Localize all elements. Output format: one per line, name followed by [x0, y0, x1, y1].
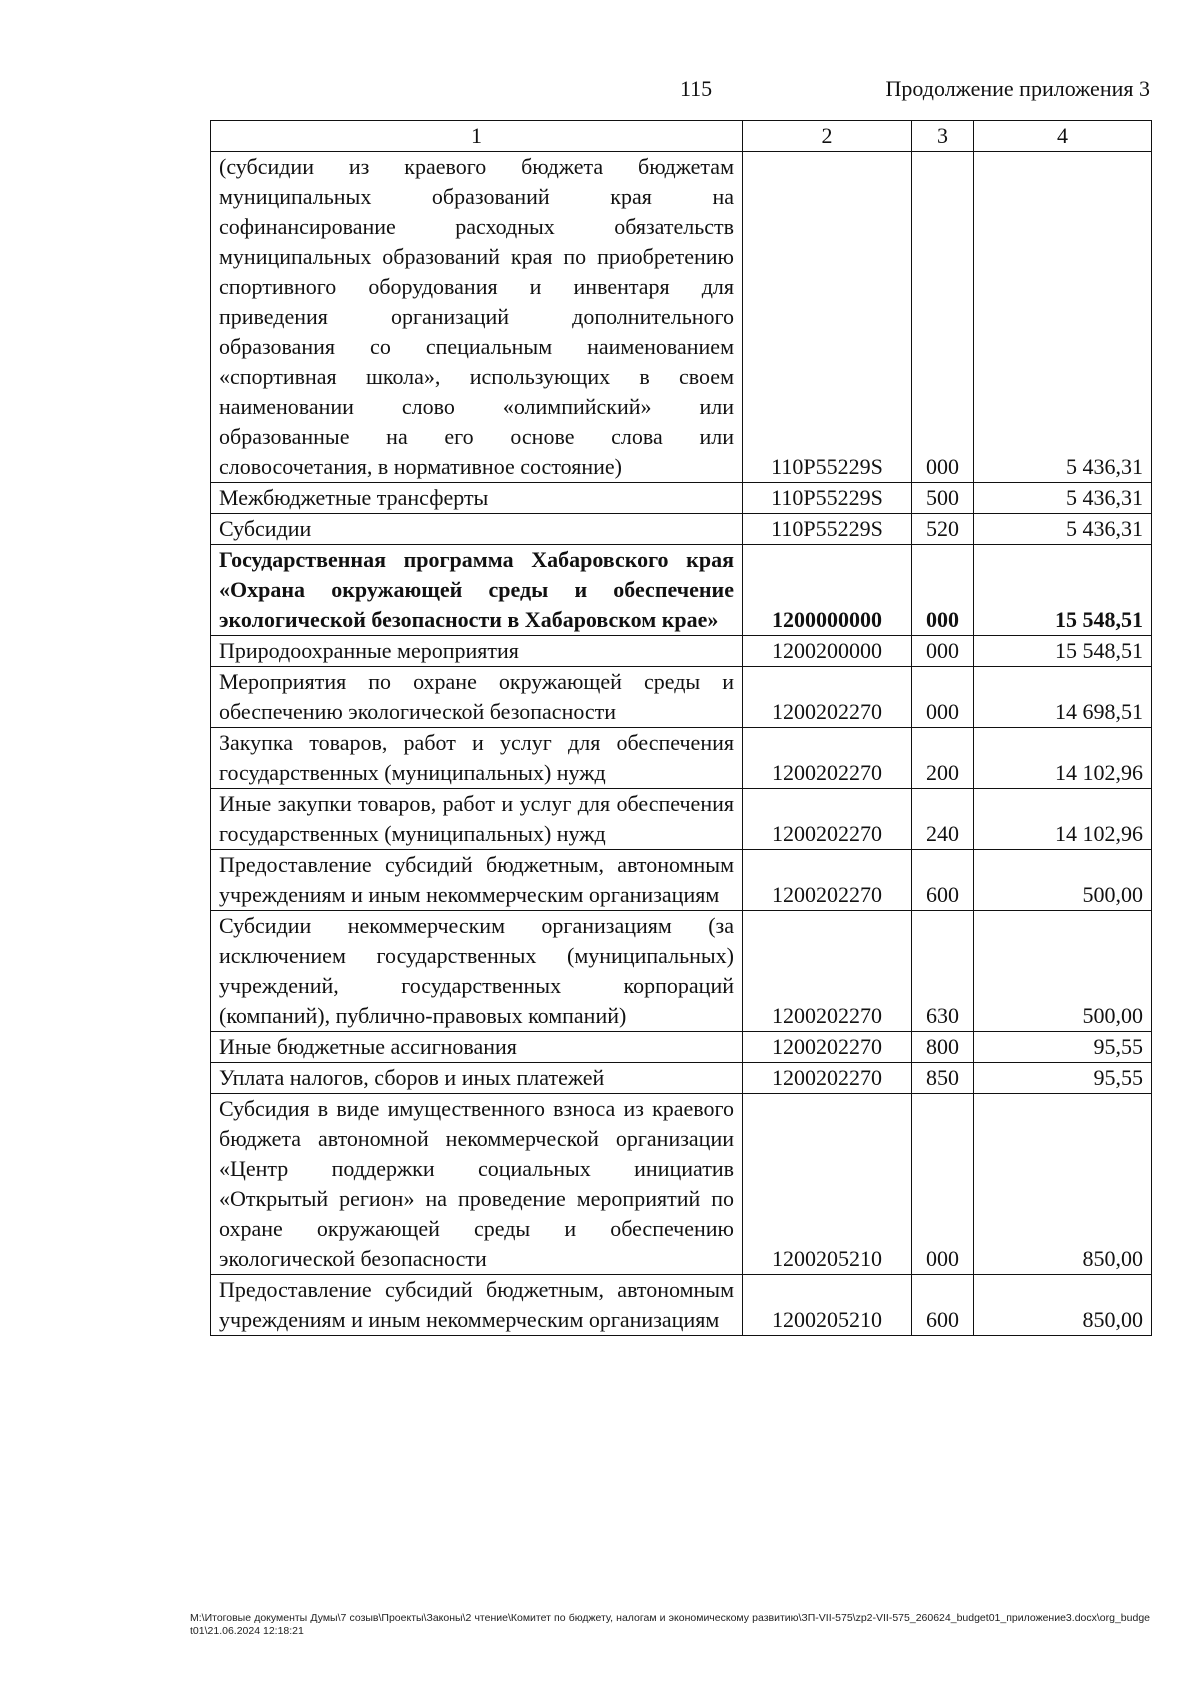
- row-name-cell: Субсидии некоммерческим организациям (за исключением государственных (муниципальных) учреждений, государственных корпораций (компаний), публично-правовых компаний): [211, 911, 743, 1032]
- table-row: [211, 850, 1152, 911]
- budget-table: [210, 120, 1152, 1336]
- row-name-cell: Закупка товаров, работ и услуг для обеспечения государственных (муниципальных) нужд: [211, 728, 743, 789]
- row-sum-cell: 5 436,31: [974, 483, 1152, 514]
- row-code-cell: 1200202270: [743, 1032, 912, 1063]
- table-row: [211, 545, 1152, 636]
- row-code-cell: 1200202270: [743, 667, 912, 728]
- table-row: [211, 152, 1152, 483]
- row-sum-cell: 500,00: [974, 850, 1152, 911]
- column-header-name: 1: [211, 121, 743, 152]
- column-header-sum: 4: [974, 121, 1152, 152]
- table-row: [211, 483, 1152, 514]
- row-name-cell: Предоставление субсидий бюджетным, автономным учреждениям и иным некоммерческим организациям: [211, 850, 743, 911]
- table-row: [211, 667, 1152, 728]
- table-row: [211, 636, 1152, 667]
- row-code-cell: 1200205210: [743, 1275, 912, 1336]
- row-name-cell: Субсидии: [211, 514, 743, 545]
- row-expense-kind-cell: 000: [912, 152, 974, 483]
- row-name-cell: Мероприятия по охране окружающей среды и обеспечению экологической безопасности: [211, 667, 743, 728]
- table-row: [211, 1063, 1152, 1094]
- row-sum-cell: 95,55: [974, 1032, 1152, 1063]
- row-name-cell: Межбюджетные трансферты: [211, 483, 743, 514]
- table-row: [211, 1094, 1152, 1275]
- row-expense-kind-cell: 000: [912, 1094, 974, 1275]
- page-header: [210, 76, 1150, 108]
- row-sum-cell: 14 102,96: [974, 728, 1152, 789]
- row-sum-cell: 5 436,31: [974, 152, 1152, 483]
- row-sum-cell: 850,00: [974, 1275, 1152, 1336]
- row-code-cell: 1200202270: [743, 728, 912, 789]
- column-header-code: 2: [743, 121, 912, 152]
- row-expense-kind-cell: 000: [912, 545, 974, 636]
- row-name-cell: Иные бюджетные ассигнования: [211, 1032, 743, 1063]
- table-row: [211, 789, 1152, 850]
- row-expense-kind-cell: 240: [912, 789, 974, 850]
- row-expense-kind-cell: 850: [912, 1063, 974, 1094]
- row-expense-kind-cell: 600: [912, 850, 974, 911]
- column-header-kind: 3: [912, 121, 974, 152]
- row-sum-cell: 15 548,51: [974, 545, 1152, 636]
- row-code-cell: 110P55229S: [743, 483, 912, 514]
- table-header-row: [211, 121, 1152, 152]
- row-name-cell: (субсидии из краевого бюджета бюджетам муниципальных образований края на софинансирование расходных обязательств муниципальных образований края по приобретению спортивного оборудования и инвентаря для приведения организаций дополнительного образования со специальным наименованием «спортивная школа», использующих в своем наименовании слово «олимпийский» или образованные на его основе слова или словосочетания, в нормативное состояние): [211, 152, 743, 483]
- row-code-cell: 1200000000: [743, 545, 912, 636]
- row-sum-cell: 850,00: [974, 1094, 1152, 1275]
- row-name-cell: Субсидия в виде имущественного взноса из краевого бюджета автономной некоммерческой организации «Центр поддержки социальных инициатив «Открытый регион» на проведение мероприятий по охране окружающей среды и обеспечению экологической безопасности: [211, 1094, 743, 1275]
- row-expense-kind-cell: 000: [912, 667, 974, 728]
- row-code-cell: 110P55229S: [743, 514, 912, 545]
- row-expense-kind-cell: 500: [912, 483, 974, 514]
- row-name-cell: Государственная программа Хабаровского края «Охрана окружающей среды и обеспечение экологической безопасности в Хабаровском крае»: [211, 545, 743, 636]
- row-expense-kind-cell: 630: [912, 911, 974, 1032]
- row-name-cell: Уплата налогов, сборов и иных платежей: [211, 1063, 743, 1094]
- row-code-cell: 110P55229S: [743, 152, 912, 483]
- row-name-cell: Природоохранные мероприятия: [211, 636, 743, 667]
- row-sum-cell: 5 436,31: [974, 514, 1152, 545]
- row-expense-kind-cell: 800: [912, 1032, 974, 1063]
- document-file-path: M:\Итоговые документы Думы\7 созыв\Проекты\Законы\2 чтение\Комитет по бюджету, налогам и экономическому развитию\ЗП-VII-575\zp2-VII-575_260624_budget01_приложение3.docx\org_budget01\21.06.2024 12:18:21: [190, 1612, 1150, 1637]
- row-sum-cell: 500,00: [974, 911, 1152, 1032]
- row-expense-kind-cell: 600: [912, 1275, 974, 1336]
- table-row: [211, 1032, 1152, 1063]
- row-name-cell: Иные закупки товаров, работ и услуг для обеспечения государственных (муниципальных) нужд: [211, 789, 743, 850]
- row-name-cell: Предоставление субсидий бюджетным, автономным учреждениям и иным некоммерческим организациям: [211, 1275, 743, 1336]
- row-code-cell: 1200205210: [743, 1094, 912, 1275]
- table-row: [211, 514, 1152, 545]
- table-row: [211, 911, 1152, 1032]
- row-expense-kind-cell: 200: [912, 728, 974, 789]
- row-sum-cell: 14 102,96: [974, 789, 1152, 850]
- row-expense-kind-cell: 000: [912, 636, 974, 667]
- row-code-cell: 1200202270: [743, 789, 912, 850]
- appendix-continuation-label: Продолжение приложения 3: [885, 76, 1150, 101]
- page-number: 115: [680, 76, 713, 101]
- row-expense-kind-cell: 520: [912, 514, 974, 545]
- row-sum-cell: 15 548,51: [974, 636, 1152, 667]
- row-sum-cell: 95,55: [974, 1063, 1152, 1094]
- table-row: [211, 1275, 1152, 1336]
- table-row: [211, 728, 1152, 789]
- row-code-cell: 1200200000: [743, 636, 912, 667]
- row-code-cell: 1200202270: [743, 1063, 912, 1094]
- row-sum-cell: 14 698,51: [974, 667, 1152, 728]
- row-code-cell: 1200202270: [743, 850, 912, 911]
- row-code-cell: 1200202270: [743, 911, 912, 1032]
